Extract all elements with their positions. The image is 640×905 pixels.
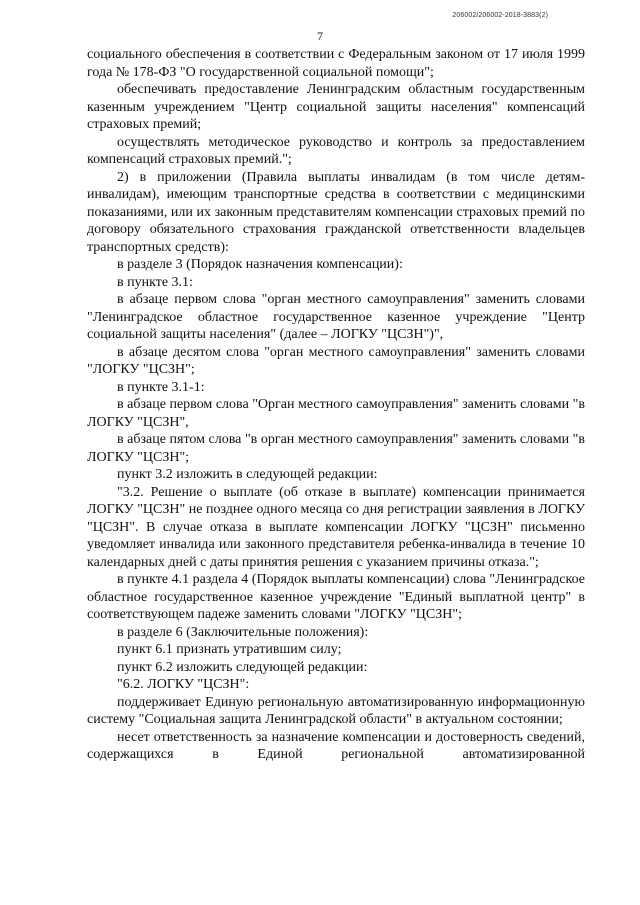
- paragraph: пункт 3.2 изложить в следующей редакции:: [117, 467, 378, 482]
- paragraph: 2) в приложении (Правила выплаты инвалидам (в том числе детям-инвалидам), имеющим транспортные средства в соответствии с медицинскими показаниями, или их законным представителям компенсации страховых премий по договору обязательного страхования гражданской ответственности владельцев транспортных средств):: [87, 169, 585, 255]
- document-id: 206002/206002-2018-3883(2): [452, 12, 548, 19]
- paragraph: в разделе 3 (Порядок назначения компенсации):: [117, 257, 403, 272]
- paragraph: в абзаце первом слова "орган местного самоуправления" заменить словами "Ленинградское областное государственное казенное учреждение "Центр социальной защиты населения" (далее – ЛОГКУ "ЦСЗН")",: [87, 292, 585, 342]
- document-body: [87, 46, 585, 764]
- paragraph: пункт 6.1 признать утратившим силу;: [117, 642, 342, 657]
- paragraph: социального обеспечения в соответствии с Федеральным законом от 17 июля 1999 года № 178-ФЗ "О государственной социальной помощи";: [87, 47, 585, 80]
- paragraph: в абзаце десятом слова "орган местного самоуправления" заменить словами "ЛОГКУ "ЦСЗН";: [87, 344, 585, 377]
- paragraph: в пункте 3.1-1:: [117, 379, 205, 395]
- paragraph: обеспечивать предоставление Ленинградским областным государственным казенным учреждением "Центр социальной защиты населения" компенсаций страховых премий;: [87, 82, 585, 132]
- paragraph: в разделе 6 (Заключительные положения):: [117, 624, 369, 640]
- paragraph: несет ответственность за назначение компенсации и достоверность сведений, содержащихся в Единой региональной автоматизированной: [87, 729, 585, 762]
- paragraph: в абзаце первом слова "Орган местного самоуправления" заменить словами "в ЛОГКУ "ЦСЗН",: [87, 397, 585, 430]
- paragraph: осуществлять методическое руководство и контроль за предоставлением компенсаций страховых премий.";: [87, 134, 585, 167]
- paragraph: пункт 6.2 изложить следующей редакции:: [117, 659, 368, 675]
- paragraph: в абзаце пятом слова "в орган местного самоуправления" заменить словами "в ЛОГКУ "ЦСЗН";: [87, 432, 585, 465]
- paragraph: "6.2. ЛОГКУ "ЦСЗН":: [117, 677, 250, 692]
- paragraph: в пункте 3.1:: [117, 274, 193, 290]
- paragraph: в пункте 4.1 раздела 4 (Порядок выплаты компенсации) слова "Ленинградское областное государственное казенное учреждение "Единый выплатной центр" в соответствующем падеже заменить словами "ЛОГКУ "ЦСЗН";: [87, 572, 585, 622]
- paragraph: "3.2. Решение о выплате (об отказе в выплате) компенсации принимается ЛОГКУ "ЦСЗН" не позднее одного месяца со дня регистрации заявления в ЛОГКУ "ЦСЗН". В случае отказа в выплате компенсации ЛОГКУ "ЦСЗН" письменно уведомляет инвалида или законного представителя ребенка-инвалида в течение 10 календарных дней с даты принятия решения с указанием причины отказа.";: [87, 484, 585, 570]
- page-number: 7: [317, 29, 323, 43]
- paragraph: поддерживает Единую региональную автоматизированную информационную систему "Социальная защита Ленинградской области" в актуальном состоянии;: [87, 694, 585, 727]
